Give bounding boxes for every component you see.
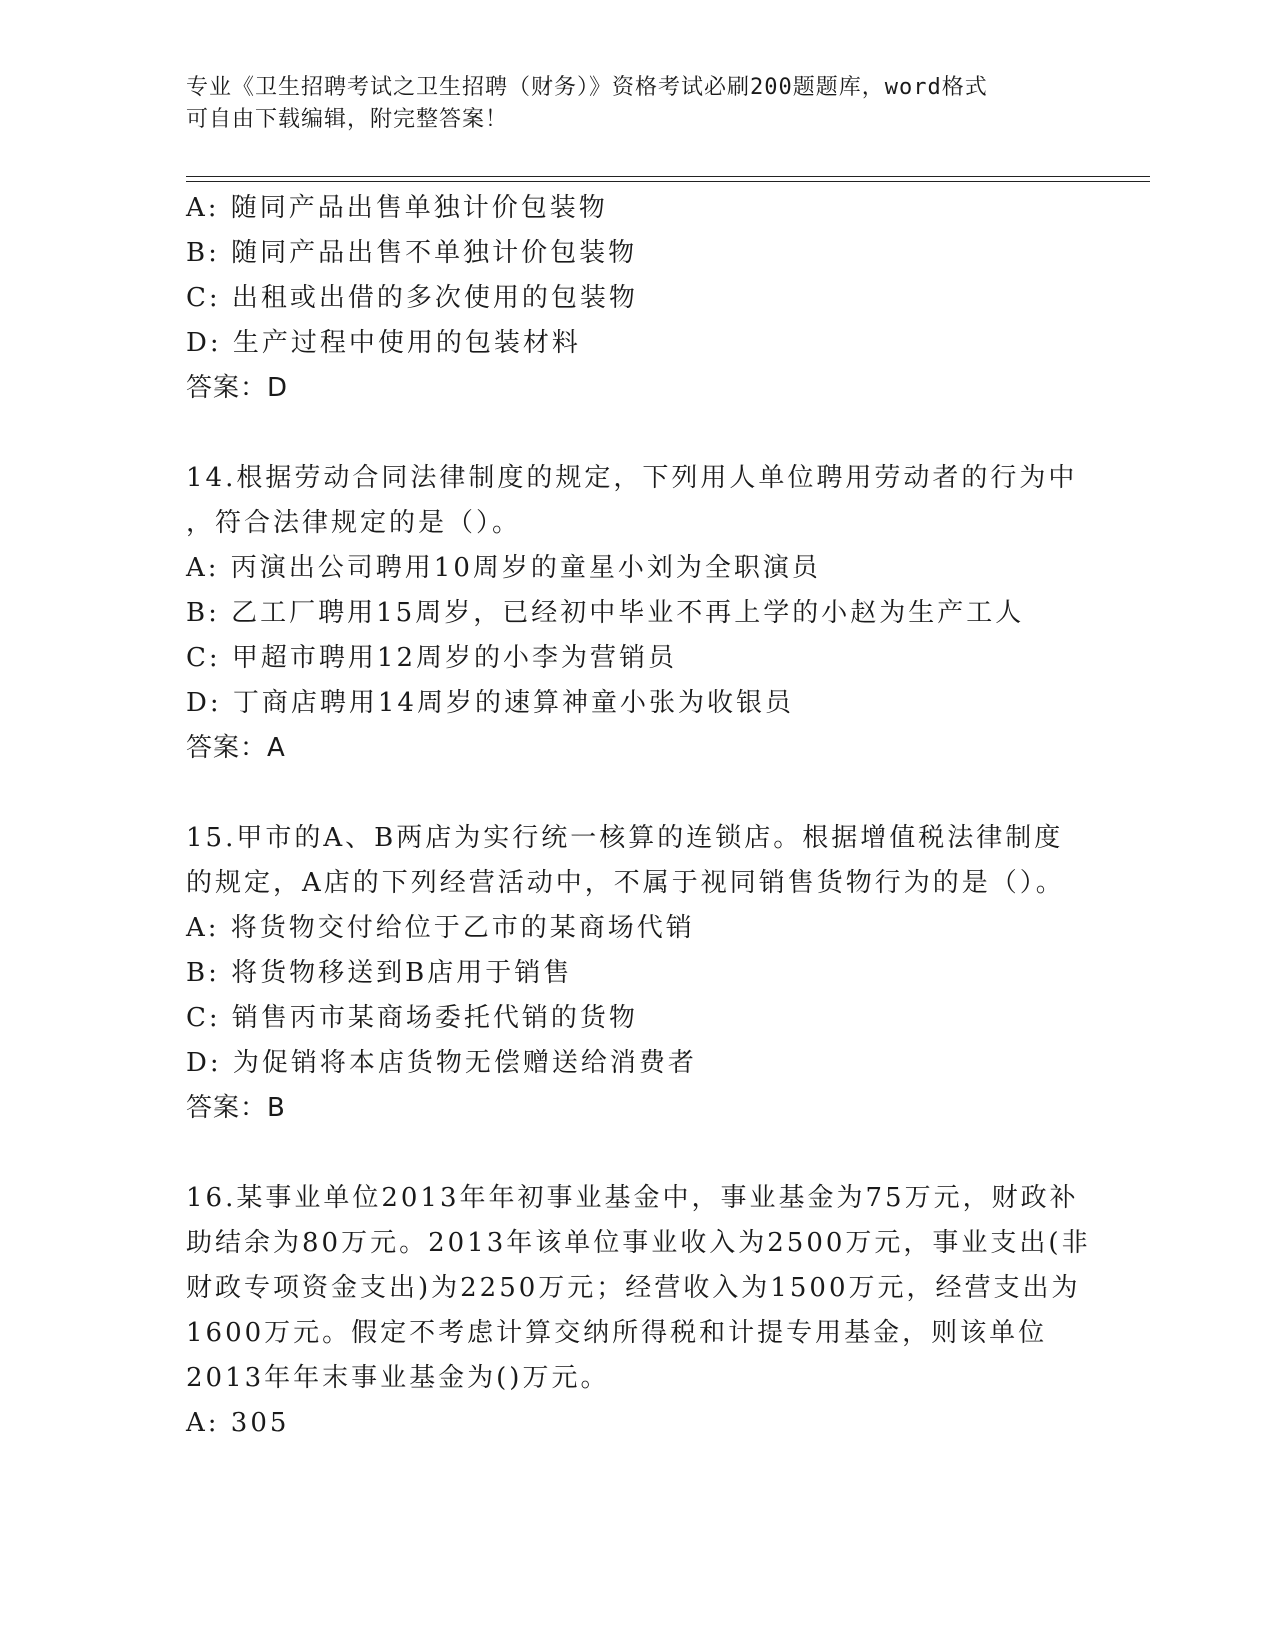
option-b: B: 随同产品出售不单独计价包装物	[186, 238, 638, 268]
spacer	[186, 411, 1086, 456]
option-b: B: 乙工厂聘用15周岁，已经初中毕业不再上学的小赵为生产工人	[186, 598, 1025, 628]
question-13	[186, 186, 1086, 411]
document-header	[186, 72, 1066, 136]
option-b: B: 将货物移送到B店用于销售	[186, 958, 573, 988]
question-stem-line: 1600万元。假定不考虑计算交纳所得税和计提专用基金，则该单位	[186, 1318, 1048, 1348]
spacer	[186, 1131, 1086, 1176]
answer-line: 答案：D	[186, 373, 289, 403]
question-content	[186, 186, 1091, 1446]
question-stem-line: ，符合法律规定的是（）。	[186, 508, 522, 538]
option-d: D: 生产过程中使用的包装材料	[186, 328, 581, 358]
header-line-1: 专业《卫生招聘考试之卫生招聘（财务）》资格考试必刷200题题库，word格式	[186, 75, 988, 100]
question-stem-line: 14.根据劳动合同法律制度的规定，下列用人单位聘用劳动者的行为中	[186, 463, 1078, 493]
header-divider-bottom	[186, 181, 1150, 182]
option-c: C: 甲超市聘用12周岁的小李为营销员	[186, 643, 678, 673]
question-stem-line: 15.甲市的A、B两店为实行统一核算的连锁店。根据增值税法律制度	[186, 823, 1064, 853]
question-15	[186, 816, 1086, 1131]
header-divider-top	[186, 176, 1150, 177]
spacer	[186, 771, 1086, 816]
option-a: A: 丙演出公司聘用10周岁的童星小刘为全职演员	[186, 553, 821, 583]
option-a: A: 305	[186, 1408, 290, 1438]
question-stem-line: 财政专项资金支出)为2250万元；经营收入为1500万元，经营支出为	[186, 1273, 1081, 1303]
question-stem-line: 2013年年末事业基金为()万元。	[186, 1363, 610, 1393]
option-d: D: 丁商店聘用14周岁的速算神童小张为收银员	[186, 688, 794, 718]
answer-line: 答案：A	[186, 733, 286, 763]
question-stem-line: 的规定，A店的下列经营活动中，不属于视同销售货物行为的是（）。	[186, 868, 1065, 898]
question-14	[186, 456, 1086, 771]
option-c: C: 销售丙市某商场委托代销的货物	[186, 1003, 638, 1033]
option-a: A: 将货物交付给位于乙市的某商场代销	[186, 913, 695, 943]
question-stem-line: 助结余为80万元。2013年该单位事业收入为2500万元，事业支出(非	[186, 1228, 1091, 1258]
question-16	[186, 1176, 1091, 1446]
question-stem-line: 16.某事业单位2013年年初事业基金中，事业基金为75万元，财政补	[186, 1183, 1079, 1213]
option-c: C: 出租或出借的多次使用的包装物	[186, 283, 638, 313]
option-d: D: 为促销将本店货物无偿赠送给消费者	[186, 1048, 697, 1078]
option-a: A: 随同产品出售单独计价包装物	[186, 193, 608, 223]
header-line-2: 可自由下载编辑，附完整答案！	[186, 107, 509, 132]
answer-line: 答案：B	[186, 1093, 286, 1123]
